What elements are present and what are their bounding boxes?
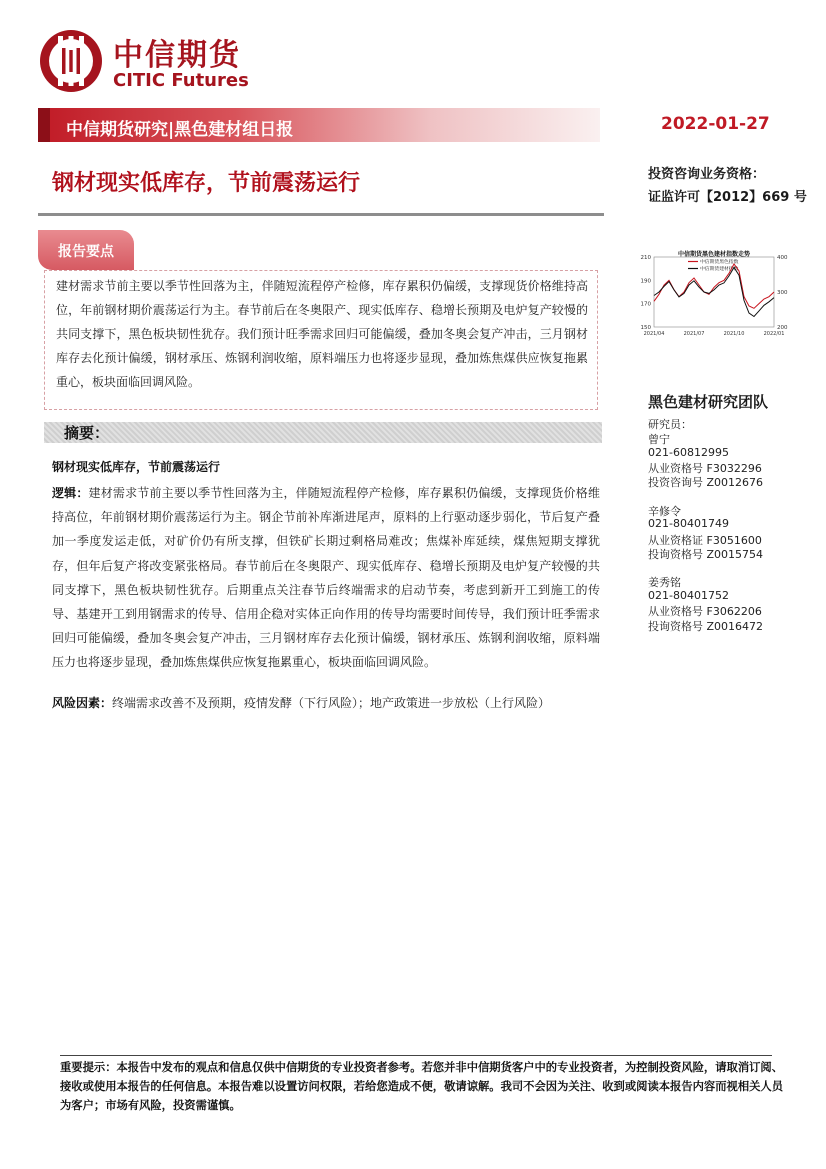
y-left-tick-label: 150 [640, 325, 651, 331]
member-license: 从业资格号 F3032296 [648, 462, 762, 475]
qualification-license: 证监许可【2012】669 号 [648, 190, 807, 205]
member-name: 曾宁 [648, 433, 670, 446]
risk-text: 终端需求改善不及预期，疫情发酵（下行风险）；地产政策进一步放松（上行风险） [112, 696, 551, 710]
chart-left-axis [641, 255, 652, 331]
member-name: 辛修令 [648, 505, 681, 518]
key-points-label: 报告要点 [58, 244, 114, 260]
logic-paragraph [52, 481, 600, 675]
member-advisory: 投询资格号 Z0016472 [648, 620, 764, 633]
brand-name-en: CITIC Futures [113, 70, 249, 91]
report-title: 钢材现实低库存，节前震荡运行 [52, 171, 361, 196]
summary-subtitle: 钢材现实低库存，节前震荡运行 [52, 460, 221, 474]
summary-label: 摘要： [64, 424, 110, 442]
qualification-label: 投资咨询业务资格： [648, 167, 766, 182]
x-tick-label: 2021/07 [683, 331, 705, 337]
member-advisory: 投询资格号 Z0015754 [648, 548, 764, 561]
disclaimer: 重要提示：本报告中发布的观点和信息仅供中信期货的专业投资者参考。若您并非中信期货客户中的专业投资者，为控制投资风险，请取消订阅、接收或使用本报告的任何信息。本报告难以设置访问权限，若给您造成不便，敬请谅解。我司不会因为关注、收到或阅读本报告内容而视相关人员为客户；市场有风险，投资需谨慎。 [60, 1061, 784, 1112]
chart-right-axis [777, 255, 788, 331]
team-title: 黑色建材研究团队 [648, 393, 769, 411]
member-phone: 021-60812995 [648, 446, 729, 459]
index-chart [620, 245, 810, 345]
y-right-tick-label: 400 [777, 255, 788, 261]
member-advisory: 投资咨询号 Z0012676 [648, 476, 764, 489]
series-line [654, 268, 774, 317]
logic-text: 建材需求节前主要以季节性回落为主，伴随短流程停产检修，库存累积仍偏缓，支撑现货价格维持高位，年前钢材期价震荡运行为主。钢企节前补库渐进尾声，原料的上行驱动逐步弱化，节后复产叠加一季度发运走低，对矿价仍有所支撑，但铁矿长期过剩格局难改；焦煤补库延续，煤焦短期支撑犹存，但年后复产将改变紧张格局。春节前后在冬奥限产、现实低库存、稳增长预期及电炉复产较慢的共同支撑下，黑色板块韧性犹存。后期重点关注春节后终端需求的启动节奏，考虑到新开工到施工的传导、基建开工到用钢需求的传导、信用企稳对实体正向作用的传导均需要时间传导，我们预计旺季需求回归可能偏缓，叠加冬奥会复产冲击，三月钢材库存去化预计偏缓，钢材承压、炼钢利润收缩，原料端压力也将逐步显现，叠加炼焦煤供应恢复拖累重心，板块面临回调风险。 [52, 486, 600, 670]
title-divider [38, 213, 604, 216]
y-left-tick-label: 190 [640, 278, 651, 285]
x-tick-label: 2021/10 [723, 331, 745, 337]
member-license: 从业资格号 F3062206 [648, 605, 762, 618]
y-right-tick-label: 300 [777, 290, 788, 296]
header-accent [38, 108, 50, 142]
risk-label: 风险因素： [52, 696, 113, 710]
citic-logo-icon [38, 28, 104, 94]
summary-bar [44, 422, 602, 443]
member-phone: 021-80401752 [648, 589, 729, 602]
report-date: 2022-01-27 [661, 114, 770, 134]
brand-name-cn: 中信期货 [113, 38, 241, 73]
y-left-tick-label: 210 [640, 255, 651, 261]
member-license: 从业资格证 F3051600 [648, 534, 762, 547]
chart-title: 中信期货黑色建材指数走势 [677, 251, 751, 258]
x-tick-label: 2022/01 [763, 331, 785, 337]
risk-paragraph [52, 694, 600, 711]
y-left-tick-label: 170 [640, 301, 651, 308]
key-points-text: 建材需求节前主要以季节性回落为主，伴随短流程停产检修，库存累积仍偏缓，支撑现货价格维持高位，年前钢材期价震荡运行为主。春节前后在冬奥限产、现实低库存、稳增长预期及电炉复产较慢的共同支撑下，黑色板块韧性犹存。我们预计旺季需求回归可能偏缓，叠加冬奥会复产冲击，三月钢材库存去化预计偏缓，钢材承压、炼钢利润收缩，原料端压力也将逐步显现，叠加炼焦煤供应恢复拖累重心，板块面临回调风险。 [56, 279, 588, 389]
member-name: 姜秀铭 [648, 576, 681, 589]
logic-label: 逻辑： [52, 486, 89, 500]
y-right-tick-label: 200 [777, 325, 788, 331]
researchers-label: 研究员： [648, 418, 692, 431]
legend-label: 中信期货建材指数 [700, 267, 739, 272]
legend-label: 中信期货黑色指数 [700, 260, 739, 265]
header-title: 中信期货研究|黑色建材组日报 [66, 120, 294, 140]
x-tick-label: 2021/04 [643, 331, 665, 337]
footer-divider [60, 1055, 772, 1056]
member-phone: 021-80401749 [648, 517, 729, 530]
chart-x-axis [644, 331, 785, 337]
